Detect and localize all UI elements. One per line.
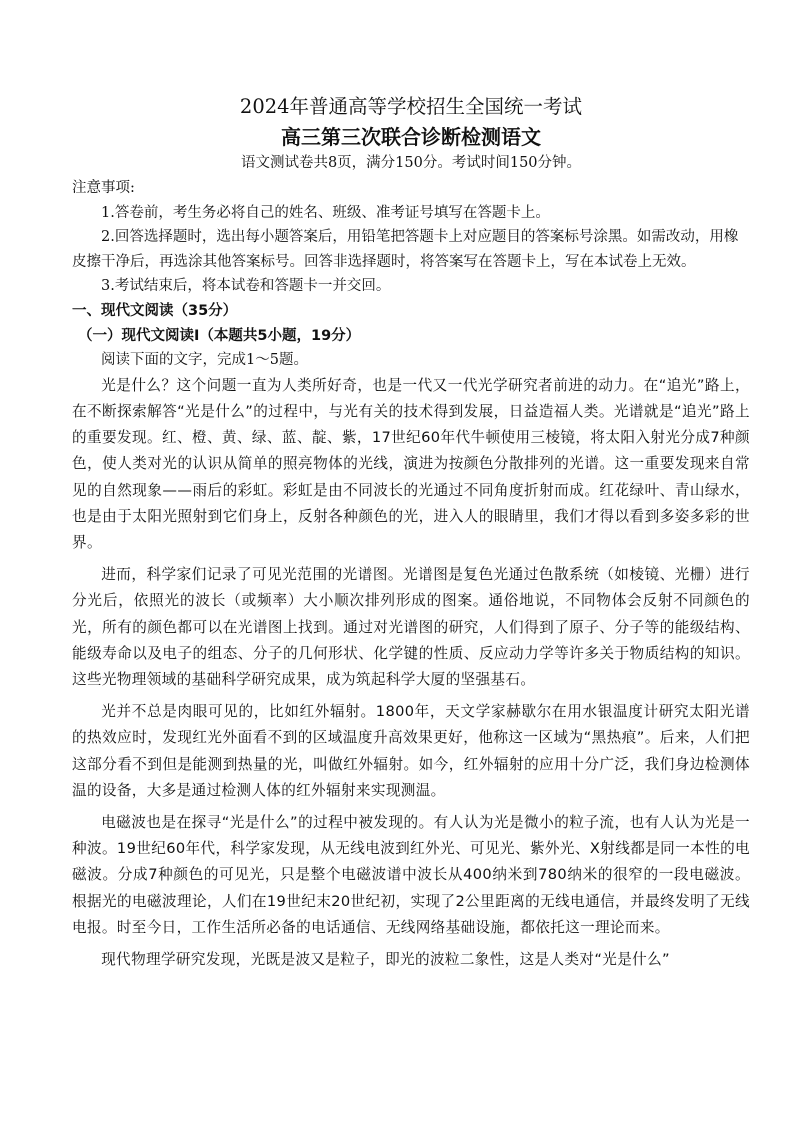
exam-subtitle: 高三第三次联合诊断检测语文 <box>281 125 541 149</box>
notice-item-1: 1.答卷前，考生务必将自己的姓名、班级、准考证号填写在答题卡上。 <box>101 204 550 221</box>
passage-paragraph-2: 进而，科学家们记录了可见光范围的光谱图。光谱图是复色光通过色散系统（如棱镜、光栅）进行分光后，依照光的波长（或频率）大小顺次排列形成的图案。通俗地说，不同物体会反射不同颜色的光，所有的颜色都可以在光谱图上找到。通过对光谱图的研究，人们得到了原子、分子等的能级结构、能级寿命以及电子的组态、分子的几何形状、化学键的性质、反应动力学等许多关于物质结构的知识。这些光物理领域的基础科学研究成果，成为筑起科学大厦的坚强基石。 <box>72 566 750 688</box>
reading-passage <box>72 373 750 973</box>
passage-paragraph-3: 光并不总是肉眼可见的，比如红外辐射。1800年，天文学家赫歇尔在用水银温度计研究太阳光谱的热效应时，发现红光外面看不到的区域温度升高效果更好，他称这一区域为“黑热痕”。后来，人们把这部分看不到但是能测到热量的光，叫做红外辐射。如今，红外辐射的应用十分广泛，我们身边检测体温的设备，大多是通过检测人体的红外辐射来实现测温。 <box>72 703 750 799</box>
reading-instruction: 阅读下面的文字，完成1～5题。 <box>101 352 308 369</box>
subsection-heading: （一）现代文阅读Ⅰ（本题共5小题，19分） <box>78 327 361 344</box>
exam-info: 语文测试卷共8页，满分150分。考试时间150分钟。 <box>240 155 582 171</box>
passage-paragraph-1: 光是什么？这个问题一直为人类所好奇，也是一代又一代光学研究者前进的动力。在“追光”路上，在不断探索解答“光是什么”的过程中，与光有关的技术得到发展，日益造福人类。光谱就是“追光”路上的重要发现。红、橙、黄、绿、蓝、靛、紫，17世纪60年代牛顿使用三棱镜，将太阳入射光分成7种颜色，使人类对光的认识从简单的照亮物体的光线，演进为按颜色分散排列的光谱。这一重要发现来自常见的自然现象——雨后的彩虹。彩虹是由不同波长的光通过不同角度折射而成。红花绿叶、青山绿水，也是由于太阳光照射到它们身上，反射各种颜色的光，进入人的眼睛里，我们才得以看到多姿多彩的世界。 <box>72 376 750 551</box>
notice-item-3: 3.考试结束后，将本试卷和答题卡一并交回。 <box>101 278 391 295</box>
notice-block <box>72 176 750 299</box>
section-heading: 一、现代文阅读（35分） <box>72 302 238 319</box>
passage-paragraph-4: 电磁波也是在探寻“光是什么”的过程中被发现的。有人认为光是微小的粒子流，也有人认为光是一种波。19世纪60年代，科学家发现，从无线电波到红外光、可见光、紫外光、X射线都是同一本性的电磁波。分成7种颜色的可见光，只是整个电磁波谱中波长从400纳米到780纳米的很窄的一段电磁波。根据光的电磁波理论，人们在19世纪末20世纪初，实现了2公里距离的无线电通信，并最终发明了无线电报。时至今日，工作生活所必备的电话通信、无线网络基础设施，都依托这一理论而来。 <box>72 814 750 936</box>
notice-heading: 注意事项: <box>72 180 135 196</box>
notice-item-2: 2.回答选择题时，选出每小题答案后，用铅笔把答题卡上对应题目的答案标号涂黑。如需改动，用橡皮擦干净后，再选涂其他答案标号。回答非选择题时，将答案写在答题卡上，写在本试卷上无效。 <box>72 229 739 270</box>
passage-paragraph-5: 现代物理学研究发现，光既是波又是粒子，即光的波粒二象性，这是人类对“光是什么” <box>101 951 670 969</box>
exam-title: 2024年普通高等学校招生全国统一考试 <box>239 95 583 118</box>
